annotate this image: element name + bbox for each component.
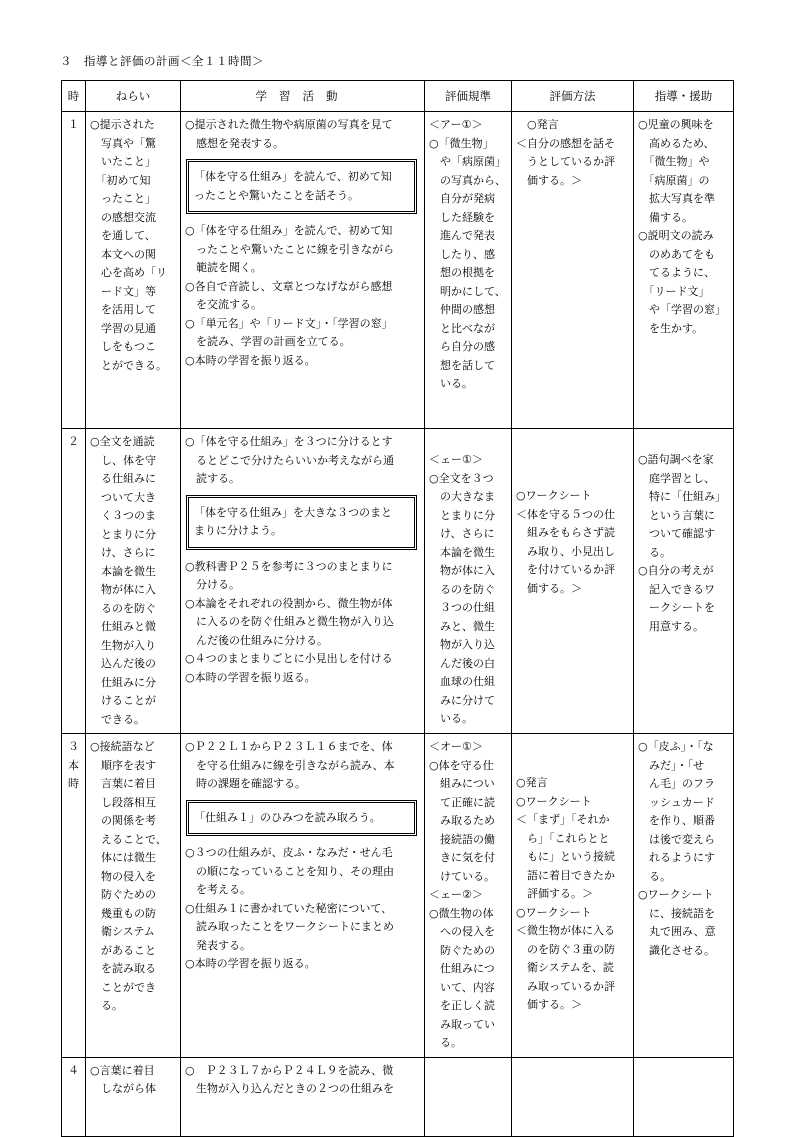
method-cell bbox=[512, 429, 634, 734]
text-line: 言葉に着目 bbox=[90, 777, 156, 790]
text-line: しながら体 bbox=[90, 1082, 156, 1095]
activity-intro bbox=[185, 116, 420, 153]
text-line: ○ワークシート bbox=[516, 794, 592, 808]
text-line: 組みをもらさず読 bbox=[516, 526, 615, 539]
text-line: 本論を微生 bbox=[90, 564, 156, 578]
text-line: ったことや驚いたことに線を引きながら bbox=[185, 242, 394, 256]
activity-steps bbox=[185, 222, 420, 370]
text-line: 幾重もの防 bbox=[90, 906, 156, 920]
text-line: 価する。＞ bbox=[516, 581, 582, 595]
criteria-cell bbox=[425, 112, 512, 429]
text-line: できる。 bbox=[90, 712, 145, 726]
text-line: ○本論をそれぞれの役割から、微生物が体 bbox=[185, 596, 393, 610]
header-period: 時 bbox=[62, 81, 86, 112]
text-line: ○Ｐ２２Ｌ１からＰ２３Ｌ１６までを、体 bbox=[185, 740, 393, 753]
text-line: ことができ bbox=[90, 980, 156, 994]
lesson-task-box bbox=[186, 159, 417, 214]
text-line: ○「単元名」や「リード文」・「学習の窓」 bbox=[185, 316, 393, 330]
text-line: ３つの仕組 bbox=[429, 601, 495, 614]
activity-steps bbox=[185, 558, 420, 688]
text-line: いる。 bbox=[429, 712, 473, 725]
method-cell bbox=[512, 112, 634, 429]
text-line: て正確に読 bbox=[429, 795, 495, 809]
text-line: 記入できるワ bbox=[638, 582, 715, 596]
aim-cell bbox=[86, 1057, 181, 1136]
text-line: みだ」・「せ bbox=[638, 758, 704, 772]
text-line: 物が体に入 bbox=[429, 564, 495, 577]
text-line: 評価する。＞ bbox=[516, 887, 593, 900]
text-line: 範読を聞く。 bbox=[185, 261, 262, 274]
text-line: ＜自分の感想を話そ bbox=[516, 136, 615, 150]
text-line: 組みについ bbox=[429, 777, 495, 790]
text-line: る。 bbox=[429, 1036, 462, 1049]
text-line: 特に「仕組み」 bbox=[638, 490, 726, 503]
header-guidance: 指導・援助 bbox=[634, 81, 734, 112]
text-line: とまりに分 bbox=[429, 508, 495, 522]
text-line: 生物が入り bbox=[90, 638, 156, 652]
text-line: く３つのま bbox=[90, 509, 156, 522]
text-line: まりに分けよう。 bbox=[194, 524, 282, 537]
text-line: 価する。＞ bbox=[516, 173, 582, 187]
period-number: ２ bbox=[68, 435, 79, 448]
text-line: 分ける。 bbox=[185, 578, 240, 591]
table-row bbox=[62, 734, 734, 1058]
text-line: を付けているか評 bbox=[516, 563, 615, 576]
text-line: 物の侵入を bbox=[90, 869, 156, 883]
period-number: ４ bbox=[68, 1063, 79, 1077]
text-line: を活用して bbox=[90, 303, 156, 316]
text-line: ○説明文の読み bbox=[638, 229, 714, 242]
text-line: えることで、 bbox=[90, 832, 167, 846]
text-line: みと、微生 bbox=[429, 619, 495, 633]
period-number: １ bbox=[68, 118, 79, 131]
text-line: るのを防ぐ bbox=[429, 582, 495, 596]
text-line: うとしているか評 bbox=[516, 155, 615, 168]
text-line: ○提示された微生物や病原菌の写真を見て bbox=[185, 118, 393, 131]
text-line: いる。 bbox=[429, 377, 473, 390]
guidance-cell bbox=[634, 112, 734, 429]
spacer bbox=[638, 433, 729, 451]
text-line: ○全文を通読 bbox=[90, 435, 155, 448]
text-line: る仕組みに bbox=[90, 472, 156, 485]
criteria-cell bbox=[425, 734, 512, 1058]
activity-cell bbox=[181, 1057, 425, 1136]
text-line: 明かにして、 bbox=[429, 284, 506, 298]
text-line: 備する。 bbox=[638, 210, 693, 224]
text-line: み取るため bbox=[429, 814, 495, 827]
aim-text bbox=[90, 116, 176, 375]
text-line: 識化させる。 bbox=[638, 943, 715, 957]
header-method: 評価方法 bbox=[512, 81, 634, 112]
text-line: きに気を付 bbox=[429, 851, 495, 864]
text-line: を読み、学習の計画を立てる。 bbox=[185, 335, 351, 348]
text-line: ード文」等 bbox=[90, 284, 156, 298]
text-line: とまりに分 bbox=[90, 527, 156, 541]
text-line: 防ぐための bbox=[429, 943, 495, 957]
activity-cell bbox=[181, 429, 425, 734]
text-line: ＜ェー①＞ bbox=[429, 453, 483, 466]
text-line: ○４つのまとまりごとに小見出しを付ける bbox=[185, 652, 393, 665]
table-header-row bbox=[62, 81, 734, 112]
text-line: 「体を守る仕組み」を大きな３つのまと bbox=[194, 505, 392, 519]
text-line: という言葉に bbox=[638, 508, 715, 522]
text-line: 仕組みにつ bbox=[429, 962, 495, 975]
table-row bbox=[62, 429, 734, 734]
text-line: に、接続語を bbox=[638, 906, 715, 920]
method-cell bbox=[512, 734, 634, 1058]
text-line: 接続語の働 bbox=[429, 832, 495, 846]
text-line: とができる。 bbox=[90, 358, 167, 372]
lesson-task-text bbox=[194, 168, 409, 205]
aim-text bbox=[90, 738, 176, 1016]
text-line: 物が入り込 bbox=[429, 638, 495, 651]
text-line: いて、内容 bbox=[429, 980, 495, 994]
text-line: ○「体を守る仕組み」を３つに分けるとす bbox=[185, 435, 393, 448]
text-line: を考える。 bbox=[185, 883, 251, 896]
text-line: 「リード文」 bbox=[638, 284, 710, 298]
text-line: ○微生物の体 bbox=[429, 906, 494, 920]
text-line: 「体を守る仕組み」を読んで、初めて知 bbox=[194, 170, 392, 183]
period-cell bbox=[62, 429, 86, 734]
text-line: は後で変えら bbox=[638, 832, 715, 846]
text-line: 読する。 bbox=[185, 472, 240, 485]
text-line: 価する。＞ bbox=[516, 998, 582, 1011]
text-line: し、体を守 bbox=[90, 453, 156, 467]
text-line: 「初めて知 bbox=[90, 173, 151, 187]
text-line: 用意する。 bbox=[638, 619, 704, 633]
text-line: の写真から、 bbox=[429, 173, 506, 187]
text-line: ○発言 bbox=[516, 776, 548, 789]
text-line: ○ワークシート bbox=[516, 489, 592, 502]
text-line: 感想を発表する。 bbox=[185, 136, 284, 150]
period-cell bbox=[62, 1057, 86, 1136]
text-line: ○接続語など bbox=[90, 740, 155, 753]
text-line: ＜オー①＞ bbox=[429, 740, 483, 753]
criteria-text bbox=[429, 451, 507, 729]
criteria-text bbox=[429, 738, 507, 1053]
text-line: を生かす。 bbox=[638, 321, 704, 335]
text-line: 自分が発病 bbox=[429, 192, 495, 205]
text-line: ○仕組み１に書かれていた秘密について、 bbox=[185, 901, 393, 915]
text-line: ○ Ｐ２３Ｌ７からＰ２４Ｌ９を読み、微 bbox=[185, 1063, 394, 1077]
text-line: 「仕組み１」のひみつを読み取ろう。 bbox=[194, 810, 381, 824]
text-line: 仲間の感想 bbox=[429, 303, 495, 316]
text-line: ら」「これらとと bbox=[516, 831, 610, 845]
criteria-cell bbox=[425, 1057, 512, 1136]
method-text bbox=[516, 116, 629, 190]
text-line: の順になっていることを知り、その理由 bbox=[185, 864, 394, 878]
text-line: した経験を bbox=[429, 210, 495, 224]
period-cell bbox=[62, 734, 86, 1058]
text-line: 学習の見通 bbox=[90, 321, 156, 335]
activity-intro bbox=[185, 433, 420, 489]
text-line: を通して、 bbox=[90, 229, 156, 242]
text-line: んだ後の白 bbox=[429, 656, 495, 670]
text-line: ○発言 bbox=[516, 118, 559, 131]
criteria-cell bbox=[425, 429, 512, 734]
text-line: み取っているか評 bbox=[516, 979, 615, 993]
text-line: んだ後の仕組みに分ける。 bbox=[185, 633, 328, 647]
text-line: 物が体に入 bbox=[90, 583, 156, 596]
activity-intro bbox=[185, 738, 420, 794]
text-line: の感想交流 bbox=[90, 210, 156, 224]
text-line: のめあてをも bbox=[638, 247, 715, 261]
text-line: 生物が入り込んだときの２つの仕組みを bbox=[185, 1082, 394, 1095]
guidance-text bbox=[638, 738, 729, 960]
text-line: したり、感 bbox=[429, 247, 495, 261]
text-line: もに」という接続 bbox=[516, 850, 615, 863]
text-line: 進んで発表 bbox=[429, 229, 495, 242]
text-line: ○提示された bbox=[90, 118, 155, 131]
activity-steps bbox=[185, 844, 420, 974]
text-line: 衛システムを、読 bbox=[516, 961, 614, 974]
text-line: る。 bbox=[638, 545, 671, 559]
lesson-task-text bbox=[194, 809, 409, 828]
method-cell bbox=[512, 1057, 634, 1136]
text-line: ○児童の興味を bbox=[638, 118, 714, 131]
criteria-text bbox=[429, 116, 507, 394]
text-line: を作り、順番 bbox=[638, 814, 715, 827]
text-line: ら自分の感 bbox=[429, 340, 495, 353]
text-line: ークシートを bbox=[638, 601, 715, 614]
text-line: ○本時の学習を振り返る。 bbox=[185, 353, 316, 367]
header-criteria: 評価規準 bbox=[425, 81, 512, 112]
text-line: ○教科書Ｐ２５を参考に３つのまとまりに bbox=[185, 559, 393, 573]
guidance-cell bbox=[634, 1057, 734, 1136]
activity-cell bbox=[181, 734, 425, 1058]
text-line: を交流する。 bbox=[185, 298, 262, 311]
text-line: ＜アー①＞ bbox=[429, 118, 483, 131]
text-line: ○自分の考えが bbox=[638, 564, 714, 577]
text-line: 仕組みと微 bbox=[90, 620, 156, 633]
text-line: 本論を微生 bbox=[429, 545, 495, 559]
text-line: 衛システム bbox=[90, 925, 155, 938]
text-line: 「病原菌」の bbox=[638, 173, 710, 187]
table-row bbox=[62, 112, 734, 429]
text-line: ○「微生物」 bbox=[429, 136, 494, 150]
text-line: てるように、 bbox=[638, 266, 715, 279]
text-line: ○体を守る仕 bbox=[429, 758, 494, 772]
text-line: があること bbox=[90, 943, 156, 957]
guidance-text bbox=[638, 116, 729, 338]
text-line: を守る仕組みに線を引きながら読み、本 bbox=[185, 758, 395, 772]
text-line: 発表する。 bbox=[185, 938, 251, 952]
text-line: る。 bbox=[90, 999, 123, 1012]
text-line: ○本時の学習を振り返る。 bbox=[185, 670, 316, 684]
text-line: 防ぐための bbox=[90, 888, 156, 901]
text-line: 拡大写真を準 bbox=[638, 192, 715, 205]
period-cell bbox=[62, 112, 86, 429]
aim-text bbox=[90, 433, 176, 729]
text-line: 込んだ後の bbox=[90, 657, 156, 670]
aim-cell bbox=[86, 112, 181, 429]
text-line: け、さらに bbox=[429, 527, 495, 540]
text-line: 「微生物」や bbox=[638, 155, 710, 168]
spacer bbox=[429, 433, 507, 451]
text-line: 想の根拠を bbox=[429, 266, 495, 279]
aim-cell bbox=[86, 734, 181, 1058]
text-line: し段落相互 bbox=[90, 795, 156, 809]
text-line: ○「皮ふ」・「な bbox=[638, 740, 714, 753]
text-line: しをもつこ bbox=[90, 340, 156, 353]
method-text bbox=[516, 774, 629, 1015]
text-line: いたこと」 bbox=[90, 155, 156, 168]
text-line: 語に着目できたか bbox=[516, 868, 615, 882]
text-line: ッシュカード bbox=[638, 795, 715, 809]
text-line: みに分けて bbox=[429, 693, 495, 707]
text-line: ＜体を守る５つの仕 bbox=[516, 507, 615, 521]
text-line: ○各自で音読し、文章とつなげながら感想 bbox=[185, 279, 393, 293]
text-line: や「病原菌」 bbox=[429, 155, 506, 168]
text-line: ○ワークシート bbox=[516, 905, 592, 919]
text-line: ったこと」 bbox=[90, 192, 156, 205]
text-line: のを防ぐ３重の防 bbox=[516, 942, 615, 956]
text-line: に入るのを防ぐ仕組みと微生物が入り込 bbox=[185, 615, 394, 628]
text-line: や「学習の窓」 bbox=[638, 303, 726, 316]
aim-text bbox=[90, 1062, 176, 1099]
text-line: ○本時の学習を振り返る。 bbox=[185, 957, 316, 970]
period-number: ３ bbox=[68, 740, 79, 753]
text-line: ん毛」のフラ bbox=[638, 777, 715, 790]
text-line: 丸で囲み、意 bbox=[638, 925, 716, 938]
text-line: けることが bbox=[90, 694, 156, 707]
text-line: への侵入を bbox=[429, 925, 495, 938]
text-line: 仕組みに分 bbox=[90, 675, 156, 689]
activity-cell bbox=[181, 112, 425, 429]
lesson-task-box bbox=[186, 495, 417, 550]
spacer bbox=[516, 738, 629, 774]
text-line: 想を話して bbox=[429, 358, 495, 372]
period-current-lesson-label: 本時 bbox=[68, 758, 79, 790]
section-heading: ３ 指導と評価の計画＜全１１時間＞ bbox=[60, 54, 264, 68]
text-line: 血球の仕組 bbox=[429, 675, 495, 688]
text-line: ＜微生物が体に入る bbox=[516, 924, 615, 937]
spacer bbox=[516, 433, 629, 487]
guidance-cell bbox=[634, 429, 734, 734]
lesson-task-text bbox=[194, 504, 409, 541]
text-line: 心を高め「リ bbox=[90, 266, 167, 279]
text-line: 本文への関 bbox=[90, 247, 156, 261]
text-line: 写真や「驚 bbox=[90, 136, 156, 150]
text-line: を正しく読 bbox=[429, 999, 495, 1012]
text-line: ついて大き bbox=[90, 490, 156, 504]
guidance-text bbox=[638, 451, 729, 636]
text-line: ○言葉に着目 bbox=[90, 1063, 155, 1077]
text-line: み取ってい bbox=[429, 1017, 495, 1031]
header-aim: ねらい bbox=[86, 81, 181, 112]
activity-intro bbox=[185, 1062, 420, 1099]
text-line: の関係を考 bbox=[90, 814, 156, 827]
text-line: 高めるため、 bbox=[638, 136, 715, 150]
text-line: ○語句調べを家 bbox=[638, 453, 714, 466]
method-text bbox=[516, 487, 629, 598]
text-line: の大きなま bbox=[429, 490, 495, 503]
text-line: ○「体を守る仕組み」を読んで、初めて知 bbox=[185, 224, 393, 237]
text-line: ○３つの仕組みが、皮ふ・なみだ・せん毛 bbox=[185, 846, 393, 859]
text-line: る。 bbox=[638, 869, 671, 883]
text-line: み取り、小見出し bbox=[516, 544, 615, 558]
text-line: けている。 bbox=[429, 869, 495, 883]
text-line: ったことや驚いたことを話そう。 bbox=[194, 188, 359, 202]
text-line: るのを防ぐ bbox=[90, 601, 156, 615]
text-line: ○ワークシート bbox=[638, 888, 714, 901]
text-line: 読み取ったことをワークシートにまとめ bbox=[185, 920, 394, 933]
text-line: れるようにす bbox=[638, 851, 715, 864]
lesson-task-box bbox=[186, 800, 417, 837]
text-line: 順序を表す bbox=[90, 758, 156, 772]
text-line: 庭学習とし、 bbox=[638, 471, 715, 485]
text-line: ＜「まず」「それか bbox=[516, 813, 610, 826]
lesson-plan-table bbox=[61, 80, 734, 1137]
text-line: ＜ェー②＞ bbox=[429, 888, 483, 901]
text-line: 体には微生 bbox=[90, 851, 156, 864]
text-line: を読み取る bbox=[90, 962, 156, 975]
text-line: ついて確認す bbox=[638, 527, 715, 540]
text-line: るとどこで分けたらいいか考えながら通 bbox=[185, 453, 394, 467]
table-row bbox=[62, 1057, 734, 1136]
header-activity: 学習活動 bbox=[181, 81, 425, 112]
text-line: 時の課題を確認する。 bbox=[185, 777, 306, 790]
text-line: と比べなが bbox=[429, 321, 495, 335]
aim-cell bbox=[86, 429, 181, 734]
text-line: け、さらに bbox=[90, 546, 156, 559]
text-line: ○全文を３つ bbox=[429, 471, 494, 485]
guidance-cell bbox=[634, 734, 734, 1058]
